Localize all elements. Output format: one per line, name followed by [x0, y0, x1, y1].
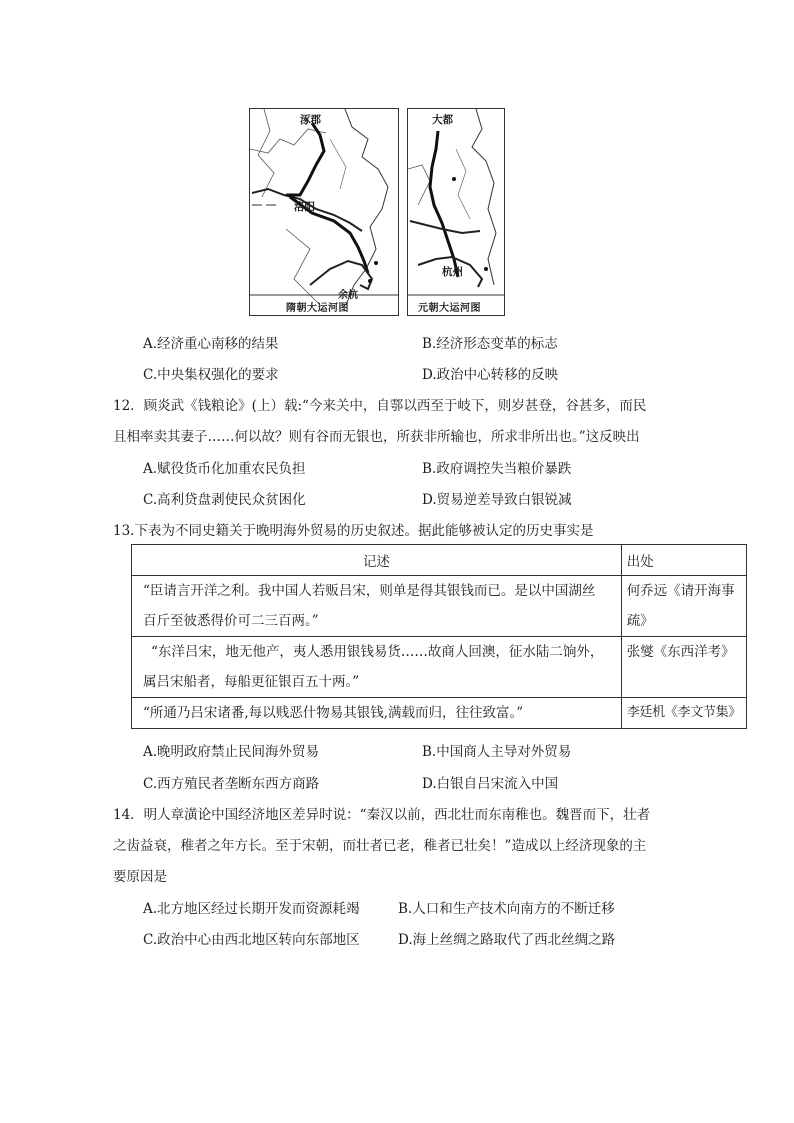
q13-option-d: D.白银自吕宋流入中国 [422, 776, 559, 792]
record-line: 属吕宋船者，每船更征银百五十两。” [143, 674, 360, 690]
q12-stem-line2: 且相率卖其妻子……何以故？则有谷而无银也，所获非所输也，所求非所出也。”这反映出 [113, 429, 640, 445]
table-cell-record [132, 698, 622, 729]
map-label-luoyang: 洛阳 [294, 201, 315, 213]
q11-option-c: C.中央集权强化的要求 [143, 367, 279, 383]
map-label-dadu: 大都 [432, 114, 453, 126]
q14-option-d: D.海上丝绸之路取代了西北丝绸之路 [398, 932, 616, 948]
table-row [132, 576, 747, 637]
q13-option-c: C.西方殖民者垄断东西方商路 [143, 776, 320, 792]
q14-option-c: C.政治中心由西北地区转向东部地区 [143, 932, 360, 948]
yuan-canal-map [407, 108, 505, 316]
q12-stem-line1: 12．顾炎武《钱粮论》(上）载:“今来关中，自鄠以西至于岐下，则岁甚登，谷甚多，而民 [113, 398, 647, 414]
table-cell-source [621, 698, 746, 729]
map-label-zhuojun: 涿郡 [300, 114, 321, 126]
q13-option-a: A.晚明政府禁止民间海外贸易 [143, 744, 320, 760]
q14-stem-line2: 之齿益衰，稚者之年方长。至于宋朝，而壮者已老，稚者已壮矣！”造成以上经济现象的主 [113, 838, 647, 854]
table-row [132, 698, 747, 729]
sui-canal-map [249, 108, 399, 316]
q12-option-a: A.赋役货币化加重农民负担 [143, 461, 306, 477]
source-line: 李廷机《李文节集》 [626, 705, 741, 720]
record-line: 百斤至彼悉得价可二三百两。” [143, 613, 319, 629]
yuan-canal-map-drawing [408, 109, 504, 315]
q14-option-b: B.人口和生产技术向南方的不断迁移 [398, 901, 615, 917]
source-line: 疏》 [626, 613, 654, 629]
table-cell-record [132, 576, 622, 637]
table-cell-record [132, 637, 622, 698]
table-header-record: 记述 [132, 545, 622, 576]
record-line: “臣请言开洋之利。我中国人若贩吕宋，则单是得其银钱而已。是以中国湖丝 [143, 583, 596, 599]
table-cell-source [621, 576, 746, 637]
map-label-yuhang: 余杭 [338, 290, 358, 301]
q13-stem: 13.下表为不同史籍关于晚明海外贸易的历史叙述。据此能够被认定的历史事实是 [113, 523, 594, 539]
q12-option-c: C.高利贷盘剥使民众贫困化 [143, 492, 306, 508]
table-row [132, 637, 747, 698]
q12-option-b: B.政府调控失当粮价暴跌 [422, 461, 572, 477]
q11-option-d: D.政治中心转移的反映 [422, 367, 559, 383]
q11-option-a: A.经济重心南移的结果 [143, 336, 279, 352]
sui-canal-map-drawing [250, 109, 398, 315]
q13-option-b: B.中国商人主导对外贸易 [422, 744, 572, 760]
table-cell-source [621, 637, 746, 698]
source-line: 何乔远《请开海事 [626, 583, 735, 599]
source-line: 张燮《东西洋考》 [626, 644, 735, 660]
q14-stem-line1: 14．明人章潢论中国经济地区差异时说：“秦汉以前，西北壮而东南稚也。魏晋而下，壮者 [113, 807, 651, 823]
yuan-map-caption: 元朝大运河图 [418, 303, 481, 314]
table-header-row [132, 545, 747, 576]
q11-option-b: B.经济形态变革的标志 [422, 336, 558, 352]
q12-option-d: D.贸易逆差导致白银锐减 [422, 492, 572, 508]
record-line: “东洋吕宋，地无他产，夷人悉用银钱易货……故商人回澳，征水陆二饷外， [151, 644, 604, 660]
table-header-source: 出处 [621, 545, 746, 576]
q14-option-a: A.北方地区经过长期开发而资源耗竭 [143, 901, 360, 917]
q13-source-table [131, 544, 747, 729]
map-label-hangzhou: 杭州 [442, 266, 463, 278]
sui-map-caption: 隋朝大运河图 [286, 303, 349, 314]
q14-stem-line3: 要原因是 [113, 869, 167, 885]
record-line: “所通乃吕宋诸番,每以贱恶什物易其银钱,满载而归，往往致富。” [143, 705, 524, 721]
